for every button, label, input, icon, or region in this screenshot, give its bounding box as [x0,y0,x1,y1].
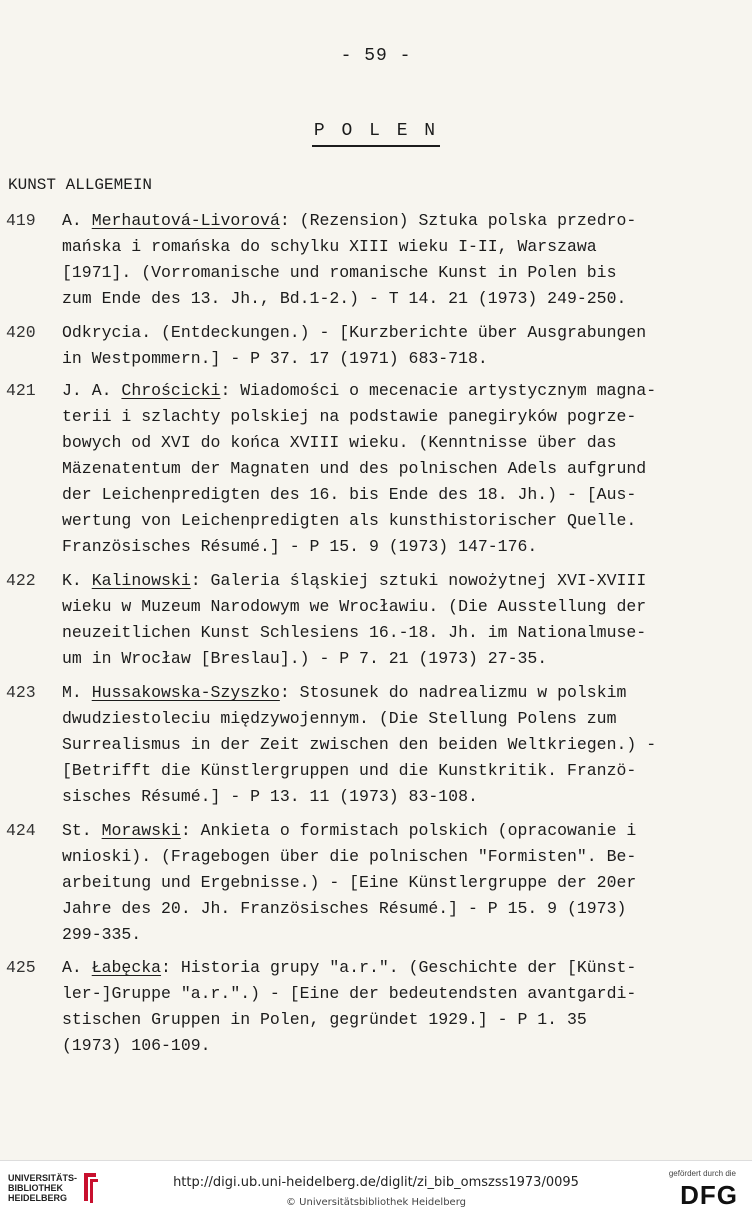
section-title [0,121,752,147]
entry-text: : Historia grupy "a.r.". (Geschichte der [Künst- ler-]Gruppe "a.r.".) - [Eine der bedeutendsten avantgardi- stischen Gruppen in Polen, gegründet 1929.] - P 1. 35 (1973) 106-109. [62,958,637,1055]
entry-number: 421 [6,381,36,400]
entry-author: Łabęcka [91,958,162,977]
entry-body [62,378,746,560]
source-url-link[interactable]: http://digi.ub.uni-heidelberg.de/diglit/zi_bib_omszss1973/0095 [173,1175,579,1190]
entry-author: Kalinowski [91,571,191,590]
entry-number: 423 [6,683,36,702]
entry-author: Hussakowska-Szyszko [91,683,280,702]
entry-number: 425 [6,958,36,977]
entry-number: 424 [6,821,36,840]
dfg-funding-caption: gefördert durch die [668,1169,736,1178]
entry-prefix: A. [62,958,92,977]
entry-author: Merhautová-Livorová [91,211,280,230]
library-logo-text: UNIVERSITÄTS- BIBLIOTHEK HEIDELBERG [8,1173,78,1203]
entry-text: Odkrycia. (Entdeckungen.) - [Kurzberichte über Ausgrabungen in Westpommern.] - P 37. 17 (1971) 683-718. [62,323,647,368]
entry-body [62,208,746,312]
entry-text: : Wiadomości o mecenacie artystycznym magna- terii i szlachty polskiej na podstawie panegiryków pogrze- bowych od XVI do końca XVIII wieku. (Kenntnisse über das Mäzenatentum der Magnaten und des polnischen Adels aufgrund der Leichenpredigten des 16. bis Ende des 18. Jh.) - [Aus- wertung von Leichenpredigten als kunsthistorischer Quelle. Französisches Résumé.] - P 15. 9 (1973) 147-176. [62,381,657,556]
entry-number: 419 [6,211,36,230]
entry-author: Morawski [101,821,181,840]
entry-number: 420 [6,323,36,342]
entry-text: : Galeria śląskiej sztuki nowożytnej XVI-XVIII wieku w Muzeum Narodowym we Wrocławiu. (Die Ausstellung der neuzeitlichen Kunst Schlesiens 16.-18. Jh. im Nationalmuse- um in Wrocław [Breslau].) - P 7. 21 (1973) 27-35. [62,571,647,668]
entry-425 [6,955,746,1059]
entry-423 [6,680,746,810]
entry-body [62,568,746,672]
entry-prefix: M. [62,683,92,702]
subheading: KUNST ALLGEMEIN [8,176,153,194]
entry-prefix: K. [62,571,92,590]
entry-424 [6,818,746,948]
entry-author: Chrościcki [121,381,221,400]
entry-text: : (Rezension) Sztuka polska przedro- mańska i romańska do schylku XIII wieku I-II, Warszawa [1971]. (Vorromanische und romanische Kunst in Polen bis zum Ende des 13. Jh., Bd.1-2.) - T 14. 21 (1973) 249-250. [62,211,637,308]
entry-prefix: J. A. [62,381,122,400]
entry-prefix: St. [62,821,102,840]
entry-421 [6,378,746,560]
dfg-logo: DFG [680,1180,738,1210]
entry-body [62,320,746,372]
entry-text: : Stosunek do nadrealizmu w polskim dwudziestoleciu międzywojennym. (Die Stellung Polens zum Surrealismus in der Zeit zwischen den beiden Weltkriegen.) - [Betrifft die Künstlergruppen und die Kunstkritik. Franzö- sisches Résumé.] - P 13. 11 (1973) 83-108. [62,683,657,806]
entry-422 [6,568,746,672]
footer-bar [0,1160,752,1219]
entry-420 [6,320,746,372]
copyright-notice: © Universitätsbibliothek Heidelberg [285,1197,466,1208]
entry-419 [6,208,746,312]
section-title-text: P O L E N [312,121,440,147]
page-number: - 59 - [340,46,412,66]
entry-body [62,955,746,1059]
entry-text: : Ankieta o formistach polskich (opracowanie i wnioski). (Fragebogen über die polnischen "Formisten". Be- arbeitung und Ergebnisse.) - [Eine Künstlergruppe der 20er Jahre des 20. Jh. Französisches Résumé.] - P 15. 9 (1973) 299-335. [62,821,637,944]
entry-body [62,818,746,948]
entry-number: 422 [6,571,36,590]
entry-prefix: A. [62,211,92,230]
entry-body [62,680,746,810]
